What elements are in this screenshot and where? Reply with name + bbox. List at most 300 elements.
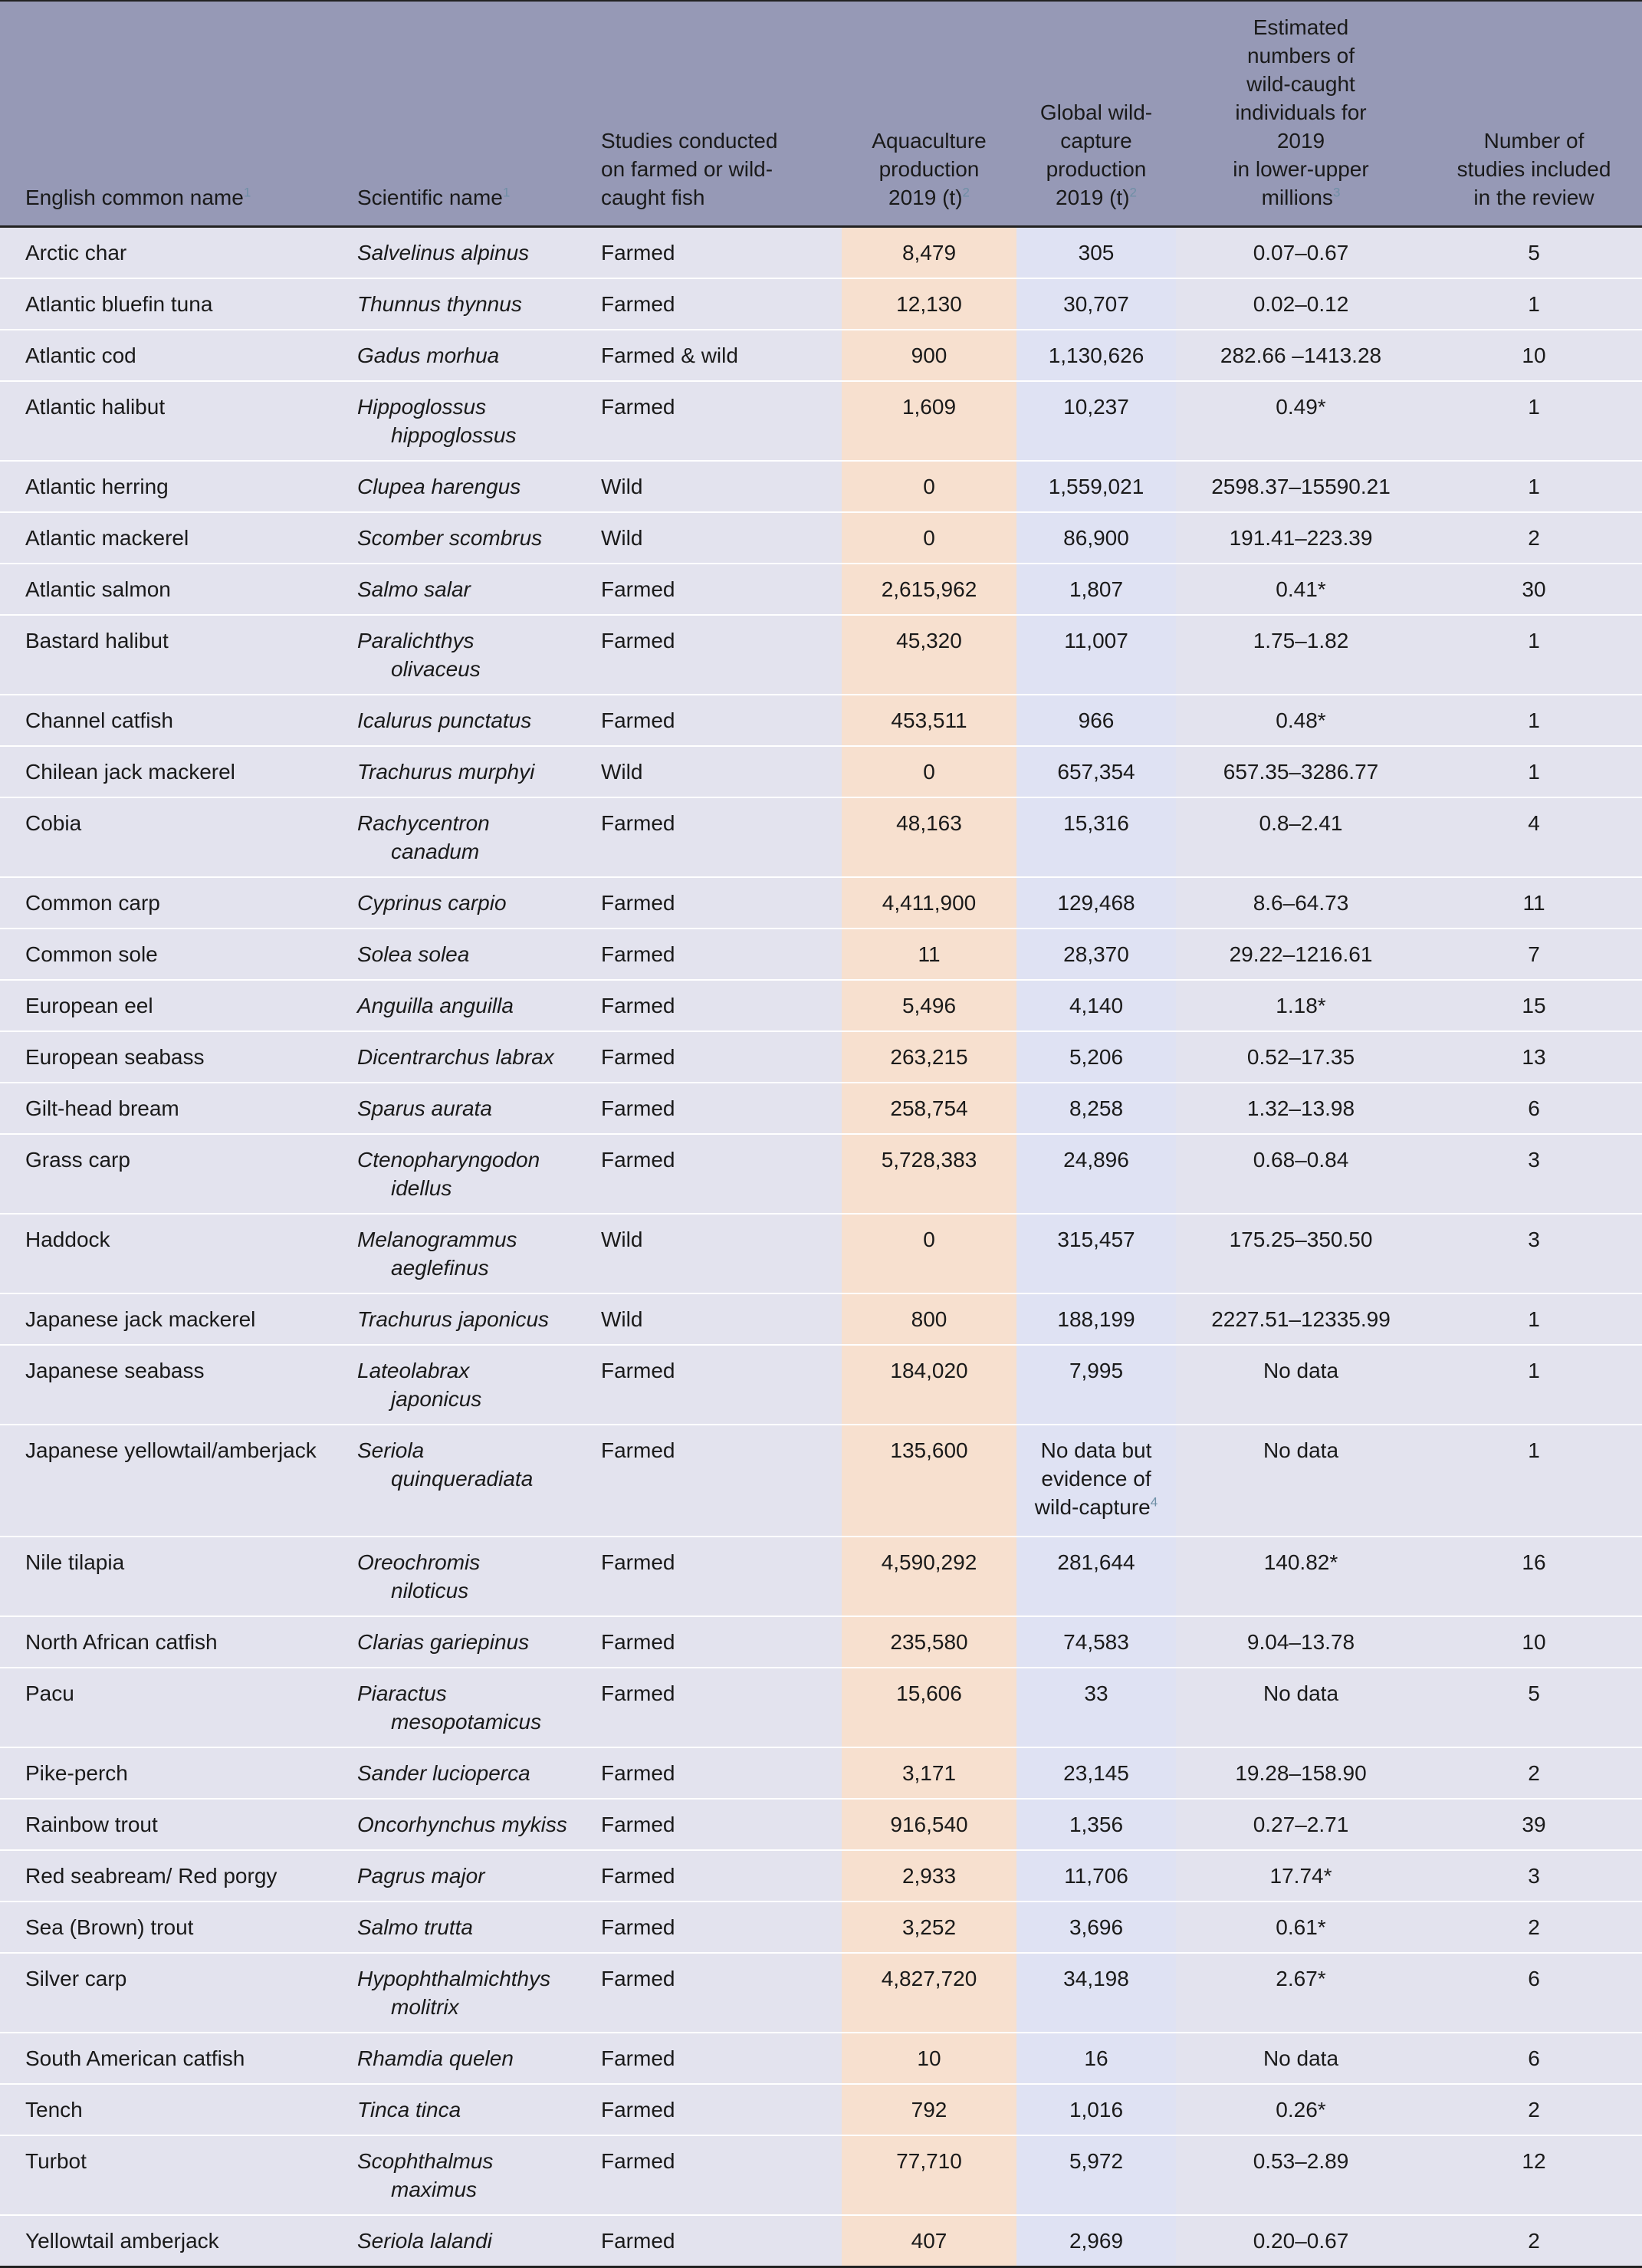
aquaculture-production-cell xyxy=(842,461,1016,512)
scientific-name: Scophthalmus xyxy=(357,2149,494,2173)
number-of-studies: 3 xyxy=(1528,1228,1540,1251)
aquaculture-production-cell xyxy=(842,797,1016,877)
scientific-name: Oreochromis xyxy=(357,1550,481,1574)
study-type-cell xyxy=(601,980,842,1031)
table-row xyxy=(0,1616,1642,1668)
estimated-individuals-cell xyxy=(1176,1425,1426,1537)
aquaculture-production: 800 xyxy=(911,1307,947,1331)
estimated-individuals-cell xyxy=(1176,2215,1426,2267)
aquaculture-production: 135,600 xyxy=(890,1438,968,1462)
scientific-name: Ctenopharyngodon xyxy=(357,1148,540,1172)
number-of-studies: 2 xyxy=(1528,1915,1540,1939)
wild-capture-production: 5,206 xyxy=(1069,1045,1124,1069)
number-of-studies: 1 xyxy=(1528,629,1540,652)
study-type: Farmed xyxy=(601,1550,675,1574)
study-type: Farmed xyxy=(601,1967,675,1990)
study-type-cell xyxy=(601,1214,842,1293)
aquaculture-production-cell xyxy=(842,227,1016,279)
scientific-name-cell xyxy=(357,797,601,877)
wild-capture-production-cell xyxy=(1016,1293,1176,1345)
aquaculture-production: 916,540 xyxy=(890,1813,968,1836)
scientific-name-cell xyxy=(357,1850,601,1902)
wild-capture-production: 34,198 xyxy=(1063,1967,1129,1990)
estimated-individuals-cell xyxy=(1176,1083,1426,1134)
common-name: Gilt-head bream xyxy=(25,1096,179,1120)
number-of-studies: 39 xyxy=(1522,1813,1546,1836)
study-type: Farmed & wild xyxy=(601,343,738,367)
scientific-name-cell xyxy=(357,1616,601,1668)
aquaculture-production: 235,580 xyxy=(890,1630,968,1654)
number-of-studies: 15 xyxy=(1522,994,1546,1017)
study-type-cell xyxy=(601,929,842,980)
header-studies-conducted: Studies conducted on farmed or wild- caught fish xyxy=(601,1,842,227)
common-name-cell xyxy=(0,278,357,330)
header-common-name: English common name$^1$ xyxy=(0,1,357,227)
table-row xyxy=(0,746,1642,797)
common-name-cell xyxy=(0,1850,357,1902)
study-type-cell xyxy=(601,1425,842,1537)
study-type: Farmed xyxy=(601,1630,675,1654)
number-of-studies-cell xyxy=(1426,1031,1642,1083)
wild-capture-production-cell xyxy=(1016,461,1176,512)
common-name-cell xyxy=(0,1902,357,1953)
study-type: Wild xyxy=(601,475,643,498)
study-type: Farmed xyxy=(601,2149,675,2173)
estimated-individuals-cell xyxy=(1176,2033,1426,2084)
number-of-studies-cell xyxy=(1426,330,1642,381)
number-of-studies-cell xyxy=(1426,1134,1642,1214)
study-type: Farmed xyxy=(601,708,675,732)
aquaculture-production: 407 xyxy=(911,2229,947,2253)
number-of-studies-cell xyxy=(1426,1747,1642,1799)
study-type: Wild xyxy=(601,760,643,784)
estimated-individuals-cell xyxy=(1176,461,1426,512)
estimated-individuals-cell xyxy=(1176,746,1426,797)
study-type: Farmed xyxy=(601,2046,675,2070)
wild-capture-production: 281,644 xyxy=(1057,1550,1135,1574)
common-name: Atlantic herring xyxy=(25,475,169,498)
scientific-name: Anguilla anguilla xyxy=(357,994,514,1017)
number-of-studies: 2 xyxy=(1528,2229,1540,2253)
number-of-studies: 16 xyxy=(1522,1550,1546,1574)
number-of-studies: 2 xyxy=(1528,526,1540,550)
estimated-individuals-cell xyxy=(1176,330,1426,381)
number-of-studies-cell xyxy=(1426,1537,1642,1616)
aquaculture-production-cell xyxy=(842,330,1016,381)
aquaculture-production: 0 xyxy=(923,1228,935,1251)
study-type-cell xyxy=(601,615,842,695)
study-type-cell xyxy=(601,695,842,746)
estimated-individuals-cell xyxy=(1176,381,1426,461)
scientific-name: Melanogrammus xyxy=(357,1228,517,1251)
number-of-studies: 1 xyxy=(1528,292,1540,316)
wild-capture-production: 28,370 xyxy=(1063,942,1129,966)
scientific-name: Piaractus xyxy=(357,1681,447,1705)
aquaculture-production: 3,171 xyxy=(901,1761,957,1785)
aquaculture-production-cell xyxy=(842,278,1016,330)
aquaculture-production: 5,496 xyxy=(901,994,957,1017)
aquaculture-production: 3,252 xyxy=(901,1915,957,1939)
estimated-individuals-cell xyxy=(1176,1902,1426,1953)
scientific-name: Hippoglossus xyxy=(357,395,487,419)
study-type-cell xyxy=(601,1293,842,1345)
number-of-studies: 5 xyxy=(1528,1681,1540,1705)
wild-capture-production: 33 xyxy=(1084,1681,1108,1705)
scientific-name-cell xyxy=(357,1293,601,1345)
common-name-cell xyxy=(0,1747,357,1799)
study-type-cell xyxy=(601,1083,842,1134)
study-type-cell xyxy=(601,1850,842,1902)
scientific-name-cell xyxy=(357,1537,601,1616)
study-type: Farmed xyxy=(601,629,675,652)
number-of-studies: 1 xyxy=(1528,708,1540,732)
common-name-cell xyxy=(0,2033,357,2084)
estimated-individuals: 0.8–2.41 xyxy=(1259,811,1343,835)
common-name: Rainbow trout xyxy=(25,1813,158,1836)
aquaculture-production: 5,728,383 xyxy=(881,1148,977,1172)
estimated-individuals: 19.28–158.90 xyxy=(1235,1761,1367,1785)
number-of-studies: 1 xyxy=(1528,1307,1540,1331)
estimated-individuals: 0.61* xyxy=(1276,1915,1326,1939)
footnote-marker: 4 xyxy=(1150,1494,1158,1510)
wild-capture-production-cell xyxy=(1016,1850,1176,1902)
common-name-cell xyxy=(0,746,357,797)
wild-capture-production-cell xyxy=(1016,1747,1176,1799)
common-name: Japanese seabass xyxy=(25,1359,205,1382)
estimated-individuals-cell xyxy=(1176,615,1426,695)
study-type: Farmed xyxy=(601,2098,675,2122)
wild-capture-production: 2,969 xyxy=(1069,2229,1124,2253)
number-of-studies: 30 xyxy=(1522,577,1546,601)
study-type: Wild xyxy=(601,526,643,550)
number-of-studies: 1 xyxy=(1528,1359,1540,1382)
wild-capture-production-cell xyxy=(1016,1668,1176,1747)
aquaculture-production-cell xyxy=(842,381,1016,461)
number-of-studies: 5 xyxy=(1528,241,1540,265)
aquaculture-production-cell xyxy=(842,695,1016,746)
wild-capture-production-cell xyxy=(1016,2215,1176,2267)
study-type-cell xyxy=(601,461,842,512)
common-name-cell xyxy=(0,1293,357,1345)
header-scientific-name: Scientific name$^1$ xyxy=(357,1,601,227)
scientific-name-cell xyxy=(357,227,601,279)
table-body xyxy=(0,227,1642,2267)
scientific-name-cell xyxy=(357,929,601,980)
estimated-individuals: 140.82* xyxy=(1263,1550,1338,1574)
estimated-individuals: 1.18* xyxy=(1276,994,1326,1017)
number-of-studies: 2 xyxy=(1528,2098,1540,2122)
estimated-individuals: 2598.37–15590.21 xyxy=(1211,475,1391,498)
common-name: Red seabream/ Red porgy xyxy=(25,1864,277,1888)
estimated-individuals: 0.41* xyxy=(1276,577,1326,601)
scientific-name: Salmo salar xyxy=(357,577,471,601)
scientific-name: Sander lucioperca xyxy=(357,1761,530,1785)
estimated-individuals: 0.07–0.67 xyxy=(1253,241,1349,265)
scientific-name-continued: maximus xyxy=(391,2178,478,2201)
study-type-cell xyxy=(601,381,842,461)
scientific-name-cell xyxy=(357,1953,601,2033)
common-name-cell xyxy=(0,2215,357,2267)
wild-capture-production-cell xyxy=(1016,1214,1176,1293)
number-of-studies-cell xyxy=(1426,2215,1642,2267)
scientific-name: Thunnus thynnus xyxy=(357,292,522,316)
aquaculture-production-cell xyxy=(842,980,1016,1031)
estimated-individuals: 0.53–2.89 xyxy=(1253,2149,1349,2173)
aquaculture-production: 2,933 xyxy=(901,1864,957,1888)
table-row xyxy=(0,2033,1642,2084)
wild-capture-production-cell xyxy=(1016,1616,1176,1668)
scientific-name: Salvelinus alpinus xyxy=(357,241,530,265)
scientific-name-cell xyxy=(357,1668,601,1747)
common-name: South American catfish xyxy=(25,2046,245,2070)
wild-capture-production: 966 xyxy=(1078,708,1115,732)
number-of-studies: 1 xyxy=(1528,1438,1540,1462)
table-row xyxy=(0,1747,1642,1799)
study-type: Farmed xyxy=(601,1359,675,1382)
table-row xyxy=(0,278,1642,330)
aquaculture-production-cell xyxy=(842,1425,1016,1537)
number-of-studies: 1 xyxy=(1528,395,1540,419)
table-row xyxy=(0,1537,1642,1616)
estimated-individuals-cell xyxy=(1176,1747,1426,1799)
table-row xyxy=(0,1902,1642,1953)
common-name-cell xyxy=(0,1031,357,1083)
number-of-studies-cell xyxy=(1426,381,1642,461)
common-name-cell xyxy=(0,797,357,877)
study-type-cell xyxy=(601,1668,842,1747)
study-type-cell xyxy=(601,2215,842,2267)
estimated-individuals: 1.32–13.98 xyxy=(1246,1096,1355,1120)
wild-capture-production-cell xyxy=(1016,1031,1176,1083)
scientific-name: Cyprinus carpio xyxy=(357,891,507,915)
aquaculture-production-cell xyxy=(842,2084,1016,2135)
wild-capture-production-cell xyxy=(1016,227,1176,279)
aquaculture-production: 48,163 xyxy=(896,811,962,835)
study-type: Farmed xyxy=(601,395,675,419)
table-row xyxy=(0,512,1642,564)
table-row xyxy=(0,1134,1642,1214)
estimated-individuals: 282.66 –1413.28 xyxy=(1220,343,1382,367)
wild-capture-production-cell xyxy=(1016,330,1176,381)
wild-capture-production-cell xyxy=(1016,1083,1176,1134)
number-of-studies-cell xyxy=(1426,2135,1642,2215)
wild-capture-note: No data but xyxy=(1040,1438,1152,1462)
scientific-name: Rhamdia quelen xyxy=(357,2046,514,2070)
aquaculture-production-cell xyxy=(842,2135,1016,2215)
number-of-studies-cell xyxy=(1426,461,1642,512)
estimated-individuals-cell xyxy=(1176,2135,1426,2215)
study-type-cell xyxy=(601,2135,842,2215)
scientific-name: Pagrus major xyxy=(357,1864,485,1888)
scientific-name: Rachycentron xyxy=(357,811,490,835)
common-name-cell xyxy=(0,381,357,461)
common-name: Silver carp xyxy=(25,1967,127,1990)
aquaculture-production: 184,020 xyxy=(890,1359,968,1382)
scientific-name: Solea solea xyxy=(357,942,470,966)
number-of-studies-cell xyxy=(1426,1345,1642,1425)
table-row xyxy=(0,1850,1642,1902)
aquaculture-production: 4,827,720 xyxy=(881,1967,977,1990)
wild-capture-production: 11,706 xyxy=(1064,1864,1128,1888)
common-name-cell xyxy=(0,512,357,564)
number-of-studies: 10 xyxy=(1522,1630,1546,1654)
scientific-name-continued: canadum xyxy=(391,840,480,863)
estimated-individuals: 8.6–64.73 xyxy=(1253,891,1349,915)
study-type: Wild xyxy=(601,1228,643,1251)
common-name-cell xyxy=(0,1345,357,1425)
study-type: Farmed xyxy=(601,1148,675,1172)
table-row xyxy=(0,1953,1642,2033)
common-name: Turbot xyxy=(25,2149,87,2173)
scientific-name-continued: japonicus xyxy=(391,1387,482,1411)
common-name-cell xyxy=(0,1214,357,1293)
number-of-studies-cell xyxy=(1426,1293,1642,1345)
wild-capture-production: 657,354 xyxy=(1057,760,1135,784)
wild-capture-production-cell xyxy=(1016,564,1176,615)
common-name: Pacu xyxy=(25,1681,74,1705)
common-name-cell xyxy=(0,1537,357,1616)
wild-capture-production: 129,468 xyxy=(1057,891,1135,915)
table-row xyxy=(0,1668,1642,1747)
aquaculture-production-cell xyxy=(842,2215,1016,2267)
table-row xyxy=(0,2135,1642,2215)
wild-capture-production-cell xyxy=(1016,877,1176,929)
scientific-name-cell xyxy=(357,278,601,330)
scientific-name: Paralichthys xyxy=(357,629,475,652)
estimated-individuals: 29.22–1216.61 xyxy=(1229,942,1373,966)
common-name-cell xyxy=(0,615,357,695)
estimated-individuals-cell xyxy=(1176,877,1426,929)
study-type-cell xyxy=(601,1953,842,2033)
number-of-studies-cell xyxy=(1426,2033,1642,2084)
estimated-individuals: 9.04–13.78 xyxy=(1246,1630,1355,1654)
wild-capture-production: 1,356 xyxy=(1069,1813,1124,1836)
study-type: Farmed xyxy=(601,1813,675,1836)
study-type: Farmed xyxy=(601,994,675,1017)
wild-capture-production: 1,130,626 xyxy=(1048,343,1144,367)
scientific-name-cell xyxy=(357,512,601,564)
wild-capture-production-cell xyxy=(1016,1537,1176,1616)
wild-capture-production: 74,583 xyxy=(1063,1630,1129,1654)
table-header xyxy=(0,1,1642,227)
estimated-individuals-cell xyxy=(1176,1293,1426,1345)
number-of-studies: 1 xyxy=(1528,475,1540,498)
scientific-name-cell xyxy=(357,1083,601,1134)
wild-capture-production: 8,258 xyxy=(1069,1096,1124,1120)
estimated-individuals-cell xyxy=(1176,1537,1426,1616)
scientific-name-cell xyxy=(357,461,601,512)
number-of-studies-cell xyxy=(1426,2084,1642,2135)
study-type: Wild xyxy=(601,1307,643,1331)
scientific-name-cell xyxy=(357,1799,601,1850)
common-name: Atlantic mackerel xyxy=(25,526,189,550)
wild-capture-production-cell xyxy=(1016,381,1176,461)
estimated-individuals-cell xyxy=(1176,1953,1426,2033)
scientific-name: Trachurus murphyi xyxy=(357,760,535,784)
estimated-individuals: 17.74* xyxy=(1269,1864,1332,1888)
common-name: Common carp xyxy=(25,891,160,915)
scientific-name-continued: olivaceus xyxy=(391,657,481,681)
common-name: Haddock xyxy=(25,1228,110,1251)
common-name: Japanese yellowtail/amberjack xyxy=(25,1438,317,1462)
wild-capture-production-cell xyxy=(1016,2084,1176,2135)
common-name-cell xyxy=(0,1083,357,1134)
number-of-studies-cell xyxy=(1426,512,1642,564)
number-of-studies: 6 xyxy=(1528,2046,1540,2070)
estimated-individuals-cell xyxy=(1176,1134,1426,1214)
study-type: Farmed xyxy=(601,811,675,835)
estimated-individuals: 191.41–223.39 xyxy=(1229,526,1373,550)
estimated-individuals: 0.49* xyxy=(1276,395,1326,419)
number-of-studies-cell xyxy=(1426,615,1642,695)
common-name-cell xyxy=(0,330,357,381)
wild-capture-production-cell xyxy=(1016,746,1176,797)
estimated-individuals: No data xyxy=(1263,1681,1339,1705)
study-type-cell xyxy=(601,1134,842,1214)
estimated-individuals: 657.35–3286.77 xyxy=(1223,760,1379,784)
estimated-individuals-cell xyxy=(1176,929,1426,980)
number-of-studies: 11 xyxy=(1522,891,1545,915)
common-name: Common sole xyxy=(25,942,158,966)
study-type: Farmed xyxy=(601,1045,675,1069)
aquaculture-production: 900 xyxy=(911,343,947,367)
common-name: Pike-perch xyxy=(25,1761,128,1785)
number-of-studies: 3 xyxy=(1528,1864,1540,1888)
common-name-cell xyxy=(0,1134,357,1214)
scientific-name: Hypophthalmichthys xyxy=(357,1967,551,1990)
study-type-cell xyxy=(601,227,842,279)
table-row xyxy=(0,564,1642,615)
scientific-name: Tinca tinca xyxy=(357,2098,461,2122)
number-of-studies-cell xyxy=(1426,797,1642,877)
aquaculture-production: 2,615,962 xyxy=(881,577,977,601)
scientific-name-cell xyxy=(357,1747,601,1799)
wild-capture-production: 5,972 xyxy=(1069,2149,1124,2173)
scientific-name-continued: idellus xyxy=(391,1176,452,1200)
aquaculture-production: 77,710 xyxy=(896,2149,962,2173)
number-of-studies-cell xyxy=(1426,1616,1642,1668)
common-name: Arctic char xyxy=(25,241,127,265)
wild-capture-production-cell xyxy=(1016,929,1176,980)
wild-capture-production-cell xyxy=(1016,1953,1176,2033)
study-type-cell xyxy=(601,330,842,381)
number-of-studies-cell xyxy=(1426,877,1642,929)
estimated-individuals: 0.52–17.35 xyxy=(1246,1045,1355,1069)
estimated-individuals: 0.27–2.71 xyxy=(1253,1813,1349,1836)
aquaculture-production-cell xyxy=(842,1850,1016,1902)
aquaculture-production: 11 xyxy=(918,942,941,966)
estimated-individuals: No data xyxy=(1263,2046,1339,2070)
scientific-name-cell xyxy=(357,1214,601,1293)
table-row xyxy=(0,877,1642,929)
aquaculture-production-cell xyxy=(842,2033,1016,2084)
aquaculture-production: 12,130 xyxy=(896,292,962,316)
scientific-name-cell xyxy=(357,1134,601,1214)
common-name-cell xyxy=(0,1953,357,2033)
number-of-studies: 6 xyxy=(1528,1096,1540,1120)
study-type: Farmed xyxy=(601,1681,675,1705)
wild-capture-production-cell xyxy=(1016,2033,1176,2084)
common-name-cell xyxy=(0,1616,357,1668)
aquaculture-production-cell xyxy=(842,1537,1016,1616)
study-type-cell xyxy=(601,1902,842,1953)
number-of-studies: 4 xyxy=(1528,811,1540,835)
aquaculture-production-cell xyxy=(842,1747,1016,1799)
table-row xyxy=(0,615,1642,695)
scientific-name-cell xyxy=(357,1345,601,1425)
estimated-individuals: 175.25–350.50 xyxy=(1229,1228,1373,1251)
study-type: Farmed xyxy=(601,891,675,915)
